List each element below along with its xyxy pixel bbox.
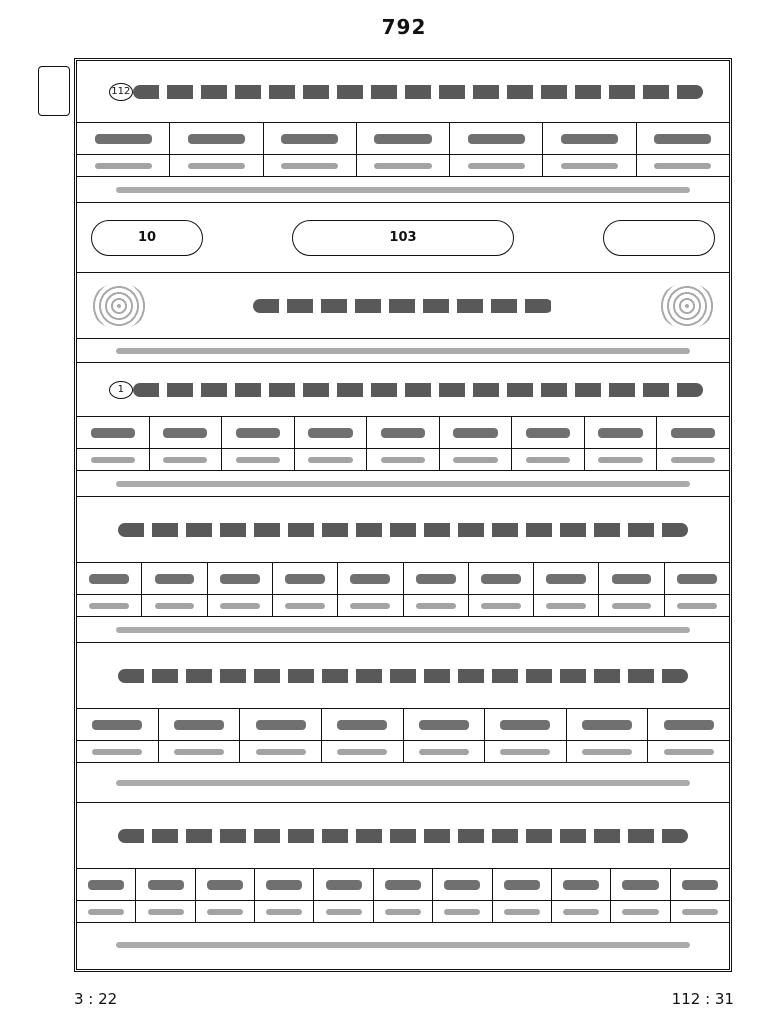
verse-line-5 <box>77 803 729 869</box>
verse-translation-4 <box>77 763 729 803</box>
footer-right-ref: 112 : 31 <box>671 990 734 1008</box>
ayat-count <box>603 220 715 256</box>
verse-text-placeholder <box>118 829 688 843</box>
translation-cell <box>221 449 294 470</box>
translation-cell <box>141 595 206 616</box>
translation-cell <box>195 901 254 922</box>
word-cell <box>492 869 551 900</box>
translation-cell <box>263 155 356 176</box>
translation-cell <box>403 595 468 616</box>
word-cell <box>149 417 222 448</box>
verse-line-4 <box>77 643 729 709</box>
word-cell <box>670 869 729 900</box>
translation-cell <box>77 595 141 616</box>
word-cell <box>468 563 533 594</box>
word-cell <box>263 123 356 154</box>
verse-text-placeholder <box>133 85 703 99</box>
word-grid-3 <box>77 563 729 595</box>
word-cell <box>356 123 449 154</box>
word-cell <box>313 869 372 900</box>
translation-cell <box>135 901 194 922</box>
translation-cell <box>584 449 657 470</box>
translation-cell <box>439 449 512 470</box>
verse-text-placeholder <box>118 523 688 537</box>
word-cell <box>321 709 403 740</box>
translation-cell <box>449 155 542 176</box>
translation-cell <box>484 741 566 762</box>
translation-cell <box>356 155 449 176</box>
translation-cell <box>321 741 403 762</box>
surah-banner <box>77 203 729 273</box>
section-side-tab <box>38 66 70 116</box>
word-cell <box>656 417 729 448</box>
verse-translation-2 <box>77 471 729 497</box>
translation-cell <box>432 901 491 922</box>
word-cell <box>566 709 648 740</box>
word-grid-1 <box>77 123 729 155</box>
translation-cell <box>492 901 551 922</box>
word-cell <box>636 123 729 154</box>
page-number: 792 <box>381 15 427 39</box>
word-cell <box>610 869 669 900</box>
bismillah-placeholder <box>253 299 553 313</box>
translation-cell <box>566 741 648 762</box>
word-cell <box>77 869 135 900</box>
verse-text-placeholder <box>118 669 688 683</box>
word-cell <box>77 417 149 448</box>
word-grid-4 <box>77 709 729 741</box>
word-cell <box>77 563 141 594</box>
translation-cell <box>254 901 313 922</box>
translation-cell <box>239 741 321 762</box>
word-cell <box>551 869 610 900</box>
word-cell <box>337 563 402 594</box>
translation-cell <box>610 901 669 922</box>
translation-cell <box>636 155 729 176</box>
translation-cell <box>337 595 402 616</box>
word-cell <box>432 869 491 900</box>
ayah-end-marker: 1 <box>109 381 133 399</box>
word-cell <box>598 563 663 594</box>
translation-cell <box>598 595 663 616</box>
word-cell <box>158 709 240 740</box>
translation-cell <box>670 901 729 922</box>
word-cell <box>449 123 542 154</box>
word-cell <box>511 417 584 448</box>
translation-grid-1 <box>77 155 729 177</box>
ayah-end-marker: 112 <box>109 83 133 101</box>
word-cell <box>169 123 262 154</box>
word-cell <box>239 709 321 740</box>
word-cell <box>484 709 566 740</box>
word-cell <box>77 709 158 740</box>
translation-cell <box>313 901 372 922</box>
surah-title: 103 <box>292 220 514 256</box>
word-cell <box>366 417 439 448</box>
translation-cell <box>551 901 610 922</box>
word-cell <box>403 563 468 594</box>
word-cell <box>272 563 337 594</box>
word-cell <box>647 709 729 740</box>
word-cell <box>254 869 313 900</box>
translation-grid-3 <box>77 595 729 617</box>
translation-cell <box>169 155 262 176</box>
ornament-right <box>659 283 715 329</box>
word-cell <box>221 417 294 448</box>
word-cell <box>584 417 657 448</box>
word-grid-2 <box>77 417 729 449</box>
translation-cell <box>77 901 135 922</box>
translation-cell <box>366 449 439 470</box>
translation-grid-4 <box>77 741 729 763</box>
ruku-count: 10 <box>91 220 203 256</box>
verse-line-1 <box>77 61 729 123</box>
verse-line-2 <box>77 363 729 417</box>
page-footer <box>74 986 734 1012</box>
translation-cell <box>468 595 533 616</box>
word-cell <box>533 563 598 594</box>
word-cell <box>403 709 485 740</box>
translation-cell <box>542 155 635 176</box>
word-cell <box>207 563 272 594</box>
translation-cell <box>656 449 729 470</box>
translation-cell <box>511 449 584 470</box>
translation-cell <box>664 595 729 616</box>
verse-text-placeholder <box>133 383 703 397</box>
translation-cell <box>533 595 598 616</box>
word-cell <box>77 123 169 154</box>
word-cell <box>135 869 194 900</box>
word-cell <box>294 417 367 448</box>
word-cell <box>664 563 729 594</box>
translation-cell <box>373 901 432 922</box>
word-grid-5 <box>77 869 729 901</box>
word-cell <box>542 123 635 154</box>
translation-cell <box>158 741 240 762</box>
word-cell <box>195 869 254 900</box>
translation-cell <box>403 741 485 762</box>
translation-grid-2 <box>77 449 729 471</box>
translation-cell <box>207 595 272 616</box>
ornament-left <box>91 283 147 329</box>
translation-cell <box>77 155 169 176</box>
translation-cell <box>77 449 149 470</box>
verse-translation-3 <box>77 617 729 643</box>
translation-cell <box>294 449 367 470</box>
footer-left-ref: 3 : 22 <box>74 990 118 1008</box>
word-cell <box>141 563 206 594</box>
word-cell <box>439 417 512 448</box>
translation-cell <box>647 741 729 762</box>
verse-line-3 <box>77 497 729 563</box>
verse-translation-5 <box>77 923 729 967</box>
verse-translation-1 <box>77 177 729 203</box>
translation-grid-5 <box>77 901 729 923</box>
translation-cell <box>77 741 158 762</box>
word-cell <box>373 869 432 900</box>
translation-cell <box>149 449 222 470</box>
bismillah-row <box>77 273 729 339</box>
page-frame <box>74 58 732 972</box>
translation-cell <box>272 595 337 616</box>
page-header <box>74 14 734 40</box>
bismillah-translation <box>77 339 729 363</box>
